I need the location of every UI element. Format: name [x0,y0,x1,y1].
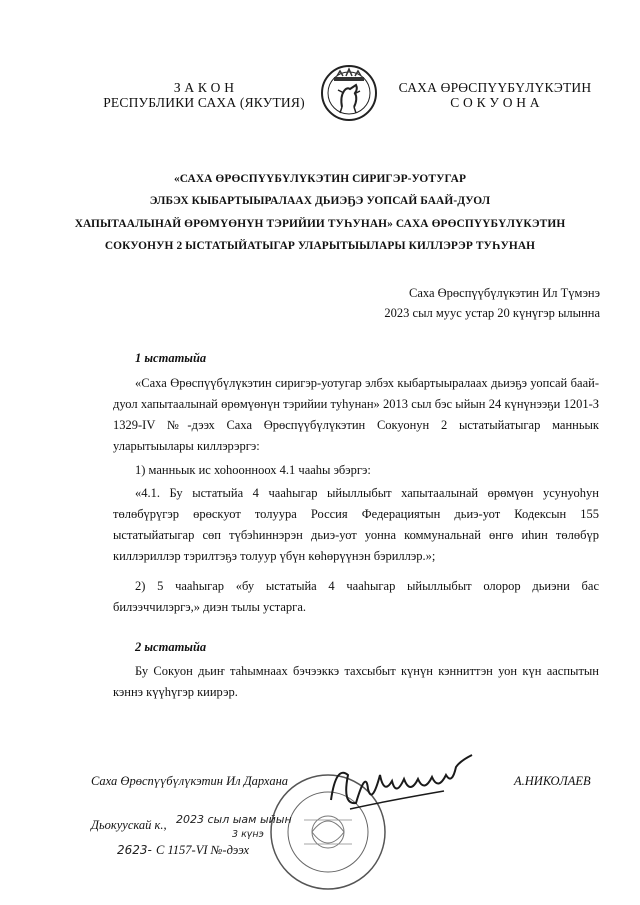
header-left-zakon: З А К О Н [173,80,235,95]
handwritten-signature [326,745,476,820]
article-2-heading: 2 ыстатыйа [135,640,207,654]
header-right-sakha: САХА ӨРӨСПҮҮБҮЛҮКЭТИН [398,80,592,95]
law-title-line-1: «САХА ӨРӨСПҮҮБҮЛҮКЭТИН СИРИГЭР-УОТУГАР [173,173,467,185]
header-right [380,80,610,110]
header-left [90,80,318,110]
signatory-position: Саха Өрөспүүбүлүкэтин Ил Дархана [91,774,289,788]
adoption-date: 2023 сыл муус устар 20 күнүгэр ылынна [384,306,600,320]
adoption-body: Саха Өрөспүүбүлүкэтин Ил Түмэнэ [408,286,600,300]
place-city: Дьокуускай к., [91,818,167,832]
coat-of-arms-emblem [320,63,378,128]
article-1-item-2: 2) 5 чааһыгар «бу ыстатыйа 4 чааһыгар ыйыллыбыт олорор дьиэни бас билээччилэргэ,» диэн тылы устарга. [113,579,599,614]
law-number: С 1157-VI №-дээх [156,843,250,857]
handwritten-number: 2623- [117,843,152,857]
article-1-quoted-text: «4.1. Бу ыстатыйа 4 чааһыгар ыйыллыбыт хапытаалынай өрөмүөн усунуоһун төлөбүрүгэр өрөскуот толуура Россия Федерациятын дьиэ-уот Кодексын 155 ыстатыйатыгар сөп түбэһиннэрэн дьиэ-уот уонна коммунальнай өнгө иһин төлөбүр киллэриллэр тэрилтэҕэ толуур үбүн көһөрүүнэн бэриллэр.»; [113,486,599,563]
article-1-item-1: 1) манньык ис хоһоонноох 4.1 чааһы эбэргэ: [135,463,371,477]
header-left-republic: РЕСПУБЛИКИ САХА (ЯКУТИЯ) [103,95,305,110]
signatory-name: А.НИКОЛАЕВ [514,774,591,788]
law-title-line-2: ЭЛБЭХ КЫБАРТЫЫРАЛААХ ДЬИЭҔЭ УОПСАЙ БААЙ-ДУОЛ [149,195,491,207]
article-2-paragraph: Бу Сокуон дьиҥ таһымнаах бэчээккэ тахсыбыт күнүн кэнниттэн уон күн ааспытын кэннэ күүһүгэр киирэр. [113,664,599,699]
header-right-sokuona: С О К У О Н А [450,95,540,110]
handwritten-date: 2023 сыл ыам ыйын [176,813,292,826]
article-1-paragraph-1: «Саха Өрөспүүбүлүкэтин сиригэр-уотугар элбэх кыбартыыралаах дьиэҕэ уопсай баай-дуол хапытаалынай өрөмүөнүн тэрийии туһунан» 2013 сыл бэс ыйын 24 күнүнээҕи 1201-З 1329-IV №-дээх Саха Өрөспүүбүлүкэтин Сокуонун 2 ыстатыйатыгар манньык уларытыылары киллэрэргэ: [113,376,599,453]
article-1-heading: 1 ыстатыйа [135,351,207,365]
law-title-line-4: СОКУОНУН 2 ЫСТАТЫЙАТЫГАР УЛАРЫТЫЫЛАРЫ КИЛЛЭРЭР ТУҺУНАН [104,240,536,252]
law-title-line-3: ХАПЫТААЛЫНАЙ ӨРӨМҮӨНҮН ТЭРИЙИИ ТУҺУНАН» САХА ӨРӨСПҮҮБҮЛҮКЭТИН [74,218,566,230]
handwritten-day: 3 күнэ [232,829,264,840]
